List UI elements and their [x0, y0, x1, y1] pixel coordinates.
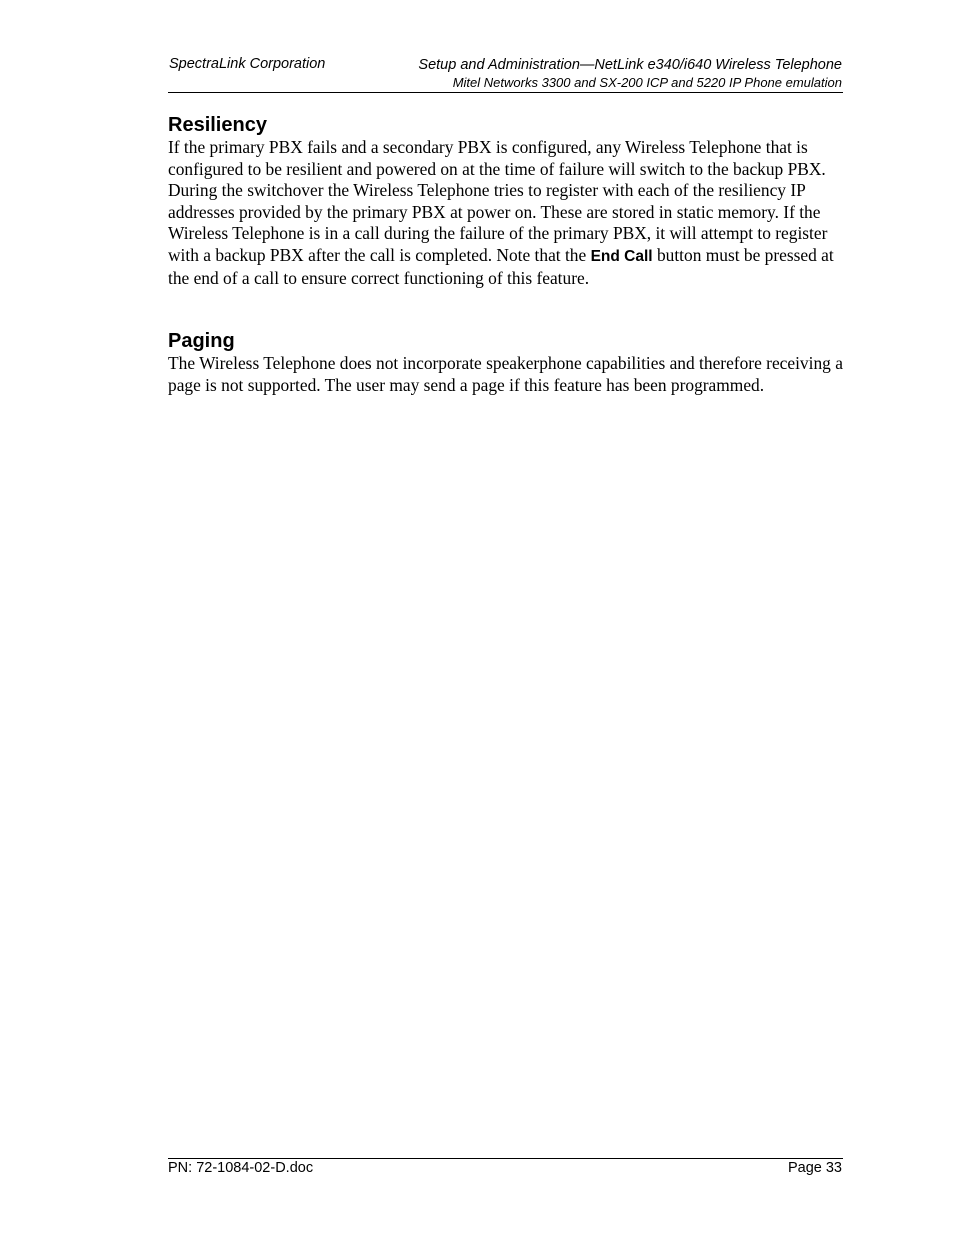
- header-subtitle: Mitel Networks 3300 and SX-200 ICP and 5220 IP Phone emulation: [452, 75, 842, 90]
- header-title: Setup and Administration—NetLink e340/i640 Wireless Telephone: [418, 57, 842, 73]
- section-body: [168, 137, 846, 289]
- body-text: button must be pressed at the end of a call to ensure correct functioning of this feature.: [168, 244, 834, 288]
- section-resiliency: [168, 113, 846, 289]
- end-call-button-name: End Call: [590, 247, 653, 265]
- section-body: The Wireless Telephone does not incorporate speakerphone capabilities and therefore receiving a page is not supported. The user may send a page if this feature has been programmed.: [168, 353, 843, 395]
- header-company: SpectraLink Corporation: [169, 56, 326, 72]
- section-heading: Resiliency: [168, 114, 267, 136]
- section-heading: Paging: [168, 330, 235, 352]
- section-paging: [168, 329, 846, 396]
- footer-divider: [168, 1158, 843, 1159]
- header-divider: [168, 92, 843, 93]
- body-text: If the primary PBX fails and a secondary PBX is configured, any Wireless Telephone that is configured to be resilient and powered on at the time of failure will switch to the backup PBX. During the switchover the Wireless Telephone tries to register with each of the resiliency IP addresses provided by the primary PBX at power on. These are stored in static memory. If the Wireless Telephone is in a call during the failure of the primary PBX, it will attempt to register with a backup PBX after the call is completed. Note that the: [168, 137, 828, 265]
- header-title-block: [418, 56, 842, 91]
- footer-part-number: PN: 72-1084-02-D.doc: [168, 1160, 314, 1176]
- footer-page-number: Page 33: [787, 1160, 842, 1176]
